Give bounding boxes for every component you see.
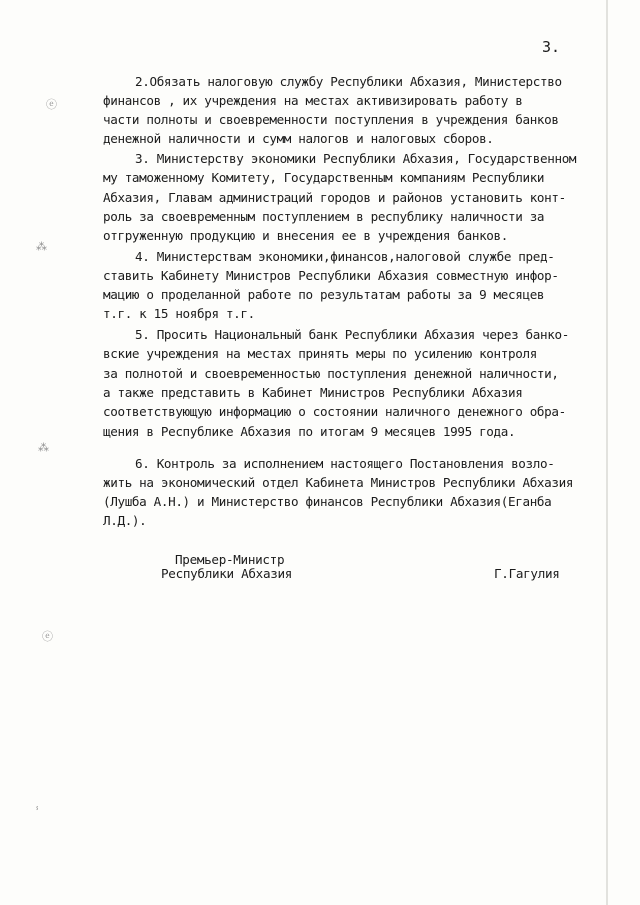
paragraph-2-line-3: части полноты и своевременности поступления в учреждения банков: [103, 112, 559, 127]
paragraph-3-line-2: му таможенному Комитету, Государственным компаниям Республики: [103, 170, 545, 185]
paragraph-3-line-3: Абхазия, Главам администраций городов и районов установить конт-: [103, 190, 566, 205]
paragraph-6-line-1: 6. Контроль за исполнением настоящего Постановления возло-: [135, 456, 555, 471]
scan-mark-icon: ⸯ: [34, 807, 41, 820]
paragraph-5-line-1: 5. Просить Национальный банк Республики Абхазия через банко-: [135, 327, 569, 342]
paragraph-5-line-3: за полнотой и своевременностью поступления денежной наличности,: [103, 366, 559, 381]
paragraph-4-line-3: мацию о проделанной работе по результатам работы за 9 месяцев: [103, 287, 545, 302]
page-edge: [606, 0, 608, 905]
paragraph-6-line-4: Л.Д.).: [103, 513, 147, 528]
scan-mark-icon: ⁂: [38, 441, 49, 454]
paragraph-3-line-4: роль за своевременным поступлением в республику наличности за: [103, 209, 545, 224]
signatory-position-line-1: Премьер-Министр: [175, 552, 285, 567]
page-number: 3.: [542, 38, 561, 56]
paragraph-3-line-1: 3. Министерству экономики Республики Абхазия, Государственном: [135, 151, 577, 166]
paragraph-6-line-2: жить на экономический отдел Кабинета Министров Республики Абхазия: [103, 475, 574, 490]
punch-hole-mark-icon: ⓔ: [46, 98, 57, 111]
paragraph-2-line-2: финансов , их учреждения на местах активизировать работу в: [103, 93, 523, 108]
paragraph-2-line-1: 2.Обязать налоговую службу Республики Абхазия, Министерство: [135, 74, 562, 89]
paragraph-5-line-6: щения в Республике Абхазия по итогам 9 месяцев 1995 года.: [103, 424, 516, 439]
paragraph-6-line-3: (Лушба А.Н.) и Министерство финансов Республики Абхазия(Еганба: [103, 494, 552, 509]
scan-mark-icon: ⁂: [36, 240, 47, 253]
paragraph-5-line-4: а также представить в Кабинет Министров Республики Абхазия: [103, 385, 523, 400]
signatory-position-line-2: Республики Абхазия: [161, 566, 293, 581]
paragraph-5-line-2: вские учреждения на местах принять меры по усилению контроля: [103, 346, 537, 361]
paragraph-4-line-2: ставить Кабинету Министров Республики Абхазия совместную инфор-: [103, 268, 559, 283]
paragraph-2-line-4: денежной наличности и сумм налогов и налоговых сборов.: [103, 131, 494, 146]
punch-hole-mark-icon: ⓔ: [42, 630, 53, 643]
signatory-name: Г.Гагулия: [494, 566, 560, 581]
paragraph-4-line-4: т.г. к 15 ноября т.г.: [103, 306, 255, 321]
paragraph-4-line-1: 4. Министерствам экономики,финансов,налоговой службе пред-: [135, 249, 555, 264]
paragraph-3-line-5: отгруженную продукцию и внесения ее в учреждения банков.: [103, 228, 508, 243]
paragraph-5-line-5: соответствующую информацию о состоянии наличного денежного обра-: [103, 404, 566, 419]
